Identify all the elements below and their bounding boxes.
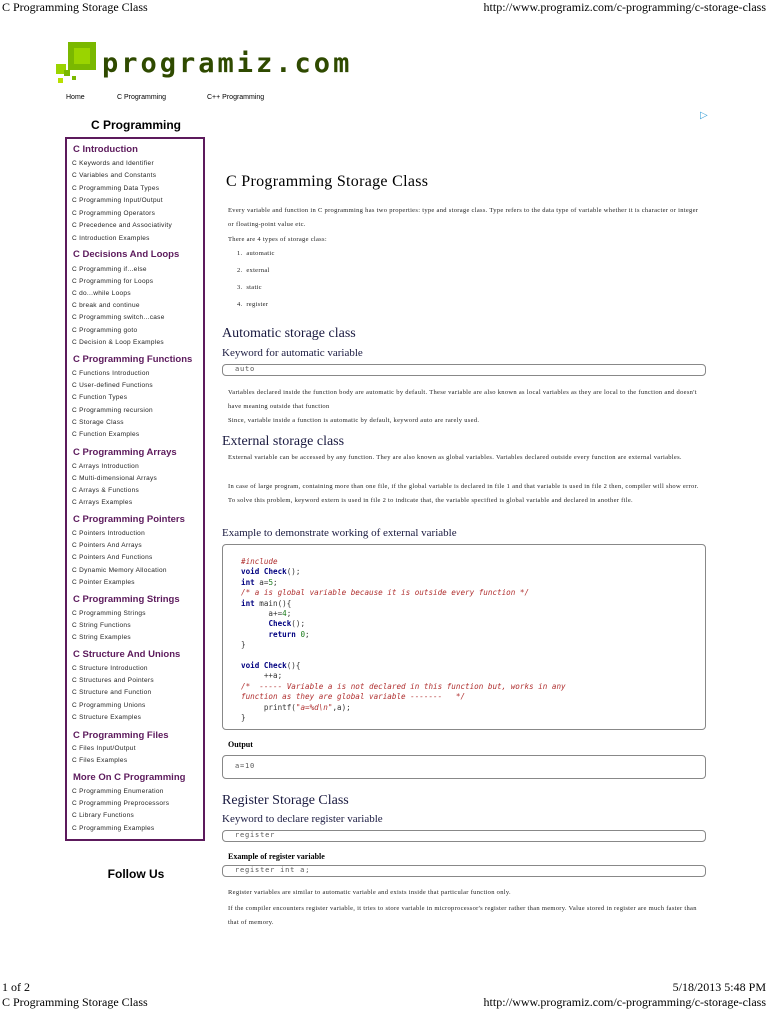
- register-example-code: register int a;: [235, 866, 311, 874]
- sidebar-item[interactable]: C Programming Examples: [72, 825, 155, 832]
- auto-keyword-code: auto: [235, 365, 256, 373]
- sidebar-item[interactable]: C Programming if...else: [72, 266, 147, 273]
- sidebar-item[interactable]: C Programming Enumeration: [72, 788, 164, 795]
- sidebar-item[interactable]: C Variables and Constants: [72, 172, 157, 179]
- sidebar-item[interactable]: C Pointers And Arrays: [72, 542, 142, 549]
- sidebar-title: C Programming: [90, 118, 181, 132]
- register-keyword-code: register: [235, 831, 276, 839]
- sidebar-item[interactable]: C Programming for Loops: [72, 278, 154, 285]
- sidebar-item[interactable]: C Precedence and Associativity: [72, 222, 173, 229]
- intro-count-text: There are 4 types of storage class:: [228, 236, 327, 243]
- print-footer-url: http://www.programiz.com/c-programming/c-storage-class: [483, 995, 766, 1009]
- print-footer-datetime: 5/18/2013 5:48 PM: [672, 980, 766, 994]
- sidebar-item[interactable]: C String Examples: [72, 634, 131, 641]
- sidebar-section-heading[interactable]: C Programming Functions: [73, 354, 193, 365]
- code-block: #include void Check(); int a=5; /* a is global variable because it is outside every function */ int main(){ a+=4; Check(); return 0; } void Check(){ ++a; /* ----- Variable a is not declared in this function but, works in any function as they are global variable ------- */ printf("a=%d\n",a); }: [222, 544, 706, 730]
- sidebar-item[interactable]: C Decision & Loop Examples: [72, 339, 164, 346]
- list-number: 1.: [237, 250, 247, 257]
- nav-home[interactable]: Home: [66, 94, 85, 101]
- sidebar-item[interactable]: C Introduction Examples: [72, 235, 150, 242]
- sidebar-item[interactable]: C Programming Input/Output: [72, 197, 163, 204]
- list-item: automatic: [246, 250, 275, 257]
- intro-paragraph: Every variable and function in C programming has two properties: type and storage class. Type refers to the data type of variable whether it is character or integer or floating-point value etc.: [228, 207, 699, 228]
- list-item: register: [246, 301, 269, 308]
- list-item: static: [246, 284, 262, 291]
- sidebar-item[interactable]: C Arrays Introduction: [72, 463, 139, 470]
- auto-heading: Automatic storage class: [222, 326, 356, 341]
- page-title: C Programming Storage Class: [226, 173, 429, 190]
- nav-cpp-programming[interactable]: C++ Programming: [207, 94, 265, 101]
- external-example-heading: Example to demonstrate working of external variable: [222, 527, 457, 539]
- sidebar-item[interactable]: C Function Types: [72, 394, 128, 401]
- print-footer-page: 1 of 2: [2, 980, 30, 994]
- sidebar-section-heading[interactable]: C Programming Files: [73, 730, 169, 741]
- register-paragraph-2: If the compiler encounters register variable, it tries to store variable in microprocessor's register rather than memory. Value stored in register are much faster than that of memory.: [228, 905, 697, 926]
- register-heading: Register Storage Class: [222, 793, 349, 808]
- sidebar-item[interactable]: C do...while Loops: [72, 290, 131, 297]
- sidebar-section-heading[interactable]: C Programming Arrays: [73, 447, 177, 458]
- print-header: [0, 0, 768, 16]
- print-header-url: http://www.programiz.com/c-programming/c-storage-class: [483, 0, 766, 14]
- register-example-box: [222, 865, 706, 877]
- sidebar-item[interactable]: C Structures and Pointers: [72, 677, 154, 684]
- auto-keyword-box: [222, 364, 706, 376]
- sidebar-item[interactable]: C Structure Examples: [72, 714, 142, 721]
- sidebar-section-heading[interactable]: More On C Programming: [73, 772, 186, 783]
- nav-c-programming[interactable]: C Programming: [117, 94, 167, 101]
- sidebar-section-heading[interactable]: C Decisions And Loops: [73, 249, 180, 260]
- sidebar-nav: [65, 137, 205, 841]
- sidebar-item[interactable]: C Structure Introduction: [72, 665, 148, 672]
- sidebar-section-heading[interactable]: C Programming Pointers: [73, 514, 185, 525]
- output-box: [222, 755, 706, 779]
- sidebar-item[interactable]: C Programming Strings: [72, 610, 146, 617]
- sidebar-item[interactable]: C Files Examples: [72, 757, 128, 764]
- external-paragraph-2: In case of large program, containing more than one file, if the global variable is declared in file 1 and that variable is used in file 2 then, compiler will show error. To solve this problem, keyword extern is used in file 2 to indicate that, the variable specified is global variable and declared in another file.: [228, 483, 699, 504]
- print-footer-title: C Programming Storage Class: [2, 995, 148, 1009]
- sidebar-item[interactable]: C Storage Class: [72, 419, 124, 426]
- sidebar-item[interactable]: C Pointers Introduction: [72, 530, 146, 537]
- print-footer: [0, 980, 768, 1020]
- sidebar-item[interactable]: C Arrays Examples: [72, 499, 133, 506]
- sidebar-item[interactable]: C Multi-dimensional Arrays: [72, 475, 158, 482]
- sidebar-item[interactable]: C Functions Introduction: [72, 370, 150, 377]
- register-paragraph: Register variables are similar to automatic variable and exists inside that particular function only.: [228, 889, 511, 896]
- follow-us-heading: Follow Us: [107, 867, 165, 881]
- sidebar-item[interactable]: C Programming Operators: [72, 210, 156, 217]
- output-value: a=10: [235, 762, 256, 770]
- sidebar-item[interactable]: C User-defined Functions: [72, 382, 153, 389]
- logo-wordmark[interactable]: programiz.com: [102, 48, 353, 79]
- sidebar-item[interactable]: C Library Functions: [72, 812, 135, 819]
- list-number: 2.: [237, 267, 247, 274]
- auto-paragraph: Variables declared inside the function body are automatic by default. These variable are also known as local variables as they are local to the function and doesn't have meaning outside that function: [228, 389, 697, 410]
- list-item: external: [246, 267, 270, 274]
- sidebar-item[interactable]: C Programming Data Types: [72, 185, 160, 192]
- sidebar-item[interactable]: C Programming recursion: [72, 407, 153, 414]
- auto-keyword-heading: Keyword for automatic variable: [222, 347, 363, 359]
- sidebar-item[interactable]: C break and continue: [72, 302, 140, 309]
- sidebar-section-heading[interactable]: C Structure And Unions: [73, 649, 181, 660]
- sidebar-item[interactable]: C Keywords and Identifier: [72, 160, 154, 167]
- sidebar-item[interactable]: C Structure and Function: [72, 689, 152, 696]
- auto-paragraph-2: Since, variable inside a function is automatic by default, keyword auto are rarely used.: [228, 417, 480, 424]
- print-header-title: C Programming Storage Class: [2, 0, 148, 14]
- sidebar-item[interactable]: C Files Input/Output: [72, 745, 136, 752]
- sidebar-item[interactable]: C Arrays & Functions: [72, 487, 140, 494]
- sidebar-item[interactable]: C Pointers And Functions: [72, 554, 153, 561]
- ad-choices-icon[interactable]: ▷: [700, 110, 708, 121]
- register-example-heading: Example of register variable: [228, 852, 325, 861]
- sidebar-item[interactable]: C Programming goto: [72, 327, 138, 334]
- sidebar-section-heading[interactable]: C Introduction: [73, 144, 138, 155]
- sidebar-item[interactable]: C Pointer Examples: [72, 579, 135, 586]
- sidebar-item[interactable]: C Programming Unions: [72, 702, 146, 709]
- sidebar-item[interactable]: C String Functions: [72, 622, 131, 629]
- output-label: Output: [228, 740, 253, 749]
- sidebar-item[interactable]: C Dynamic Memory Allocation: [72, 567, 167, 574]
- sidebar-section-heading[interactable]: C Programming Strings: [73, 594, 180, 605]
- external-heading: External storage class: [222, 434, 345, 449]
- sidebar-item[interactable]: C Programming Preprocessors: [72, 800, 170, 807]
- list-number: 4.: [237, 301, 247, 308]
- sidebar-item[interactable]: C Function Examples: [72, 431, 140, 438]
- register-keyword-heading: Keyword to declare register variable: [222, 813, 383, 825]
- external-paragraph: External variable can be accessed by any function. They are also known as global variables. Variables declared outside every function are external variables.: [228, 454, 682, 461]
- list-number: 3.: [237, 284, 247, 291]
- register-keyword-box: [222, 830, 706, 842]
- sidebar-item[interactable]: C Programming switch...case: [72, 314, 165, 321]
